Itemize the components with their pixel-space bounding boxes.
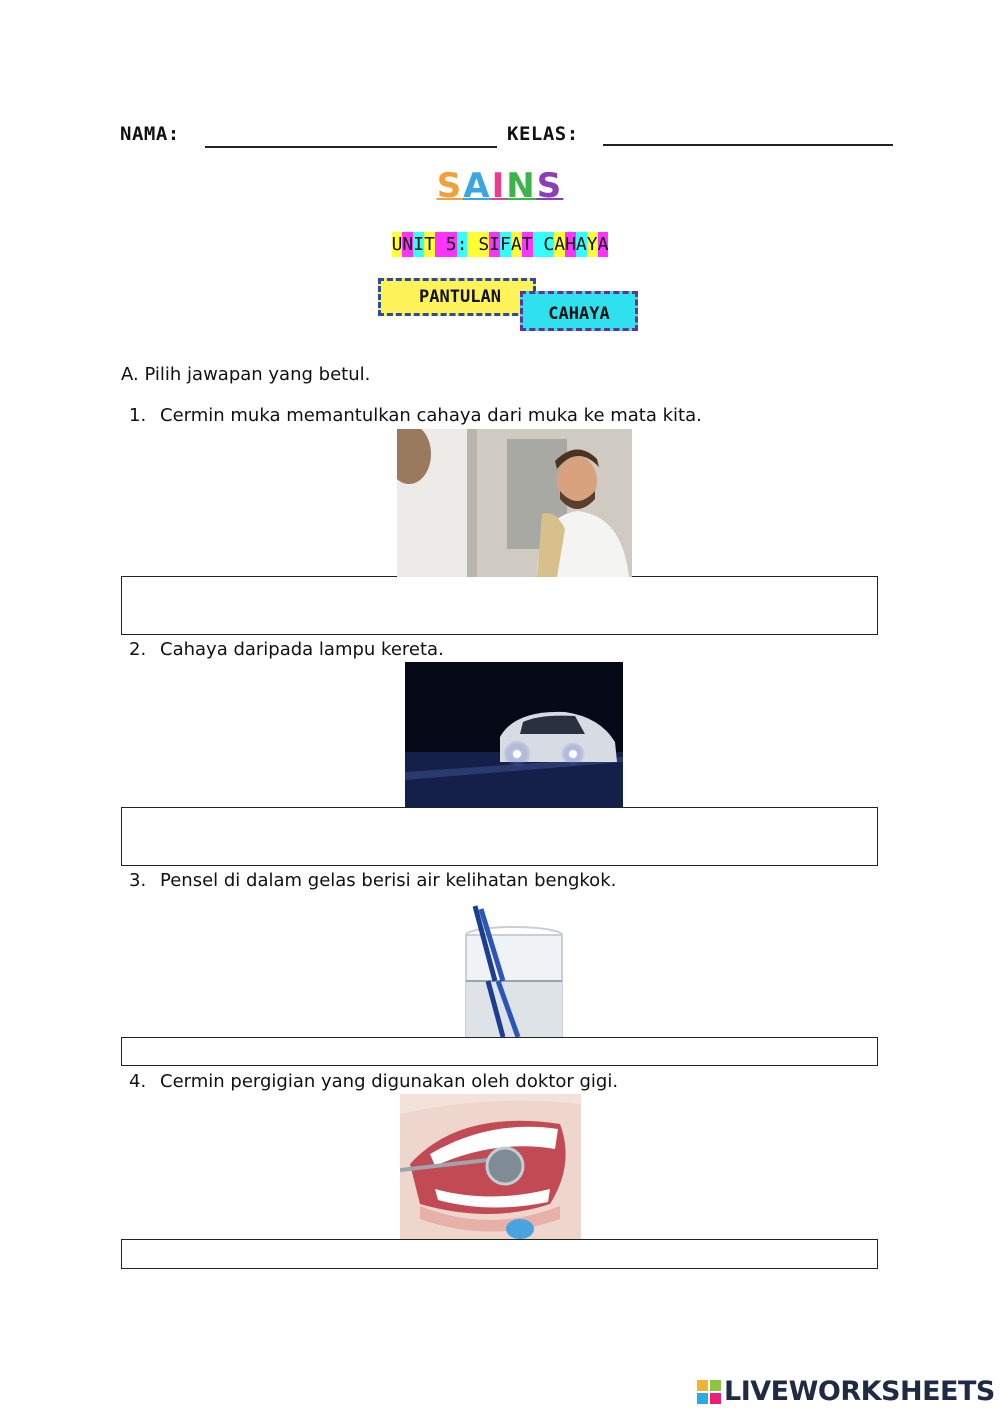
unit-char: A bbox=[597, 234, 609, 255]
question-4-number: 4. bbox=[129, 1071, 147, 1092]
unit-char: A bbox=[510, 234, 522, 255]
name-label: NAMA: bbox=[120, 123, 180, 145]
liveworksheets-logo-icon bbox=[697, 1380, 721, 1404]
dental-mirror-photo bbox=[400, 1094, 581, 1239]
unit-char: I bbox=[413, 234, 425, 255]
tag-pantulan: PANTULAN bbox=[378, 278, 536, 316]
unit-char: F bbox=[500, 234, 511, 255]
class-field[interactable] bbox=[603, 144, 893, 146]
title-letter: A bbox=[463, 166, 492, 206]
page-title bbox=[0, 166, 1000, 206]
liveworksheets-logo-text: LIVEWORKSHEETS bbox=[724, 1376, 995, 1407]
question-3-text: Pensel di dalam gelas berisi air kelihatan bengkok. bbox=[160, 870, 617, 891]
car-headlights-photo bbox=[405, 662, 623, 807]
unit-char: T bbox=[521, 234, 533, 255]
answer-box-4[interactable] bbox=[121, 1239, 878, 1269]
unit-char: N bbox=[402, 234, 414, 255]
unit-char: I bbox=[489, 234, 500, 255]
question-2-number: 2. bbox=[129, 639, 147, 660]
unit-char: A bbox=[575, 234, 587, 255]
unit-heading bbox=[0, 234, 1000, 255]
unit-char: H bbox=[565, 234, 576, 255]
answer-box-1[interactable] bbox=[121, 576, 878, 635]
unit-char bbox=[467, 232, 478, 257]
question-4-text: Cermin pergigian yang digunakan oleh doktor gigi. bbox=[160, 1071, 619, 1092]
name-field[interactable] bbox=[205, 146, 497, 148]
question-1-number: 1. bbox=[129, 405, 147, 426]
unit-char: U bbox=[391, 234, 403, 255]
tag-cahaya: CAHAYA bbox=[520, 291, 638, 331]
title-letter: S bbox=[536, 166, 564, 206]
pencils-in-glass-photo bbox=[443, 903, 585, 1037]
unit-char: : bbox=[456, 234, 468, 255]
unit-char: C bbox=[543, 234, 555, 255]
question-2-text: Cahaya daripada lampu kereta. bbox=[160, 639, 444, 660]
unit-char bbox=[533, 232, 544, 257]
unit-char: Y bbox=[586, 234, 598, 255]
answer-box-3[interactable] bbox=[121, 1037, 878, 1066]
instruction-text: A. Pilih jawapan yang betul. bbox=[121, 364, 371, 385]
title-letter: N bbox=[506, 166, 537, 206]
question-1-text: Cermin muka memantulkan cahaya dari muka ke mata kita. bbox=[160, 405, 702, 426]
title-letter: I bbox=[491, 166, 507, 206]
class-label: KELAS: bbox=[507, 123, 579, 145]
unit-char: S bbox=[478, 234, 490, 255]
question-3-number: 3. bbox=[129, 870, 147, 891]
unit-char bbox=[435, 232, 446, 257]
man-in-mirror-photo bbox=[397, 429, 632, 577]
unit-char: A bbox=[554, 234, 566, 255]
answer-box-2[interactable] bbox=[121, 807, 878, 866]
unit-char: T bbox=[424, 234, 435, 255]
title-letter: S bbox=[436, 166, 464, 206]
unit-char: 5 bbox=[445, 234, 457, 255]
